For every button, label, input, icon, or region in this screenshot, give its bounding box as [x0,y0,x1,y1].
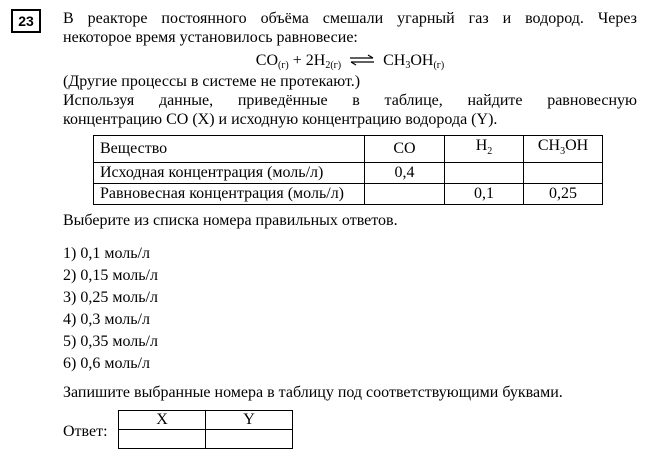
eq-product: CH [383,52,406,69]
concentration-table [93,135,603,205]
answer-cell-y[interactable] [206,430,293,449]
row-label: Равновесная концентрация (моль/л) [94,184,365,205]
answer-input-row [119,430,293,449]
header-substance: Вещество [94,136,365,163]
eq-plus-h: + 2H [288,52,326,69]
answer-table [118,410,293,449]
cell-h2: 0,1 [445,184,524,205]
answer-label: Ответ: [63,423,108,441]
header-h2-symbol: H [475,137,488,154]
intro-paragraph [63,9,637,47]
answer-header-y: Y [206,411,293,430]
eq-co: CO [255,52,278,69]
write-instruction: Запишите выбранные номера в таблицу под соответствующими буквами. [63,384,563,402]
equilibrium-equation [63,51,637,70]
instruction-paragraph [63,91,637,129]
cell-ch3oh: 0,25 [524,184,603,205]
cell-h2 [445,163,524,184]
list-item: 2) 0,15 моль/л [63,267,158,285]
eq-co-state: (г) [278,60,289,71]
answer-cell-x[interactable] [119,430,206,449]
row-label: Исходная концентрация (моль/л) [94,163,365,184]
table-row [94,184,603,205]
answer-header-x: X [119,411,206,430]
header-ch3oh-b: OH [565,137,589,154]
eq-product-rest: OH [410,52,434,69]
cell-ch3oh [524,163,603,184]
instruction-line-1: Используя данные, приведённые в таблице, найдите равновесную [63,92,637,109]
eq-h2-sub: 2(г) [325,60,342,71]
table-header-row [94,136,603,163]
task-content [63,9,637,454]
header-h2-sub: 2 [487,146,493,158]
table-row [94,163,603,184]
choose-instruction: Выберите из списка номера правильных ответов. [63,212,398,230]
intro-line-2: некоторое время установилось равновесие: [63,29,358,46]
question-number: 23 [11,9,41,33]
eq-product-state: (г) [433,60,445,71]
answer-section [63,410,637,454]
list-item: 4) 0,3 моль/л [63,311,150,329]
header-co: CO [365,136,445,163]
eq-product-sub: 3 [405,60,411,71]
list-item: 1) 0,1 моль/л [63,245,150,263]
header-h2 [445,136,524,163]
header-ch3oh-a: CH [537,137,561,154]
header-ch3oh [524,136,603,163]
instruction-line-2: концентрацию CO (X) и исходную концентрацию водорода (Y). [63,111,498,128]
note-text: (Другие процессы в системе не протекают.) [63,73,361,90]
list-item: 6) 0,6 моль/л [63,355,150,373]
header-ch3oh-sub: 3 [560,146,566,158]
answer-options [63,243,637,375]
cell-co: 0,4 [365,163,445,184]
list-item: 5) 0,35 моль/л [63,333,158,351]
intro-line-1: В реакторе постоянного объёма смешали угарный газ и водород. Через [63,10,637,27]
answer-header-row [119,411,293,430]
equilibrium-arrows-icon [349,54,375,66]
list-item: 3) 0,25 моль/л [63,289,158,307]
cell-co [365,184,445,205]
